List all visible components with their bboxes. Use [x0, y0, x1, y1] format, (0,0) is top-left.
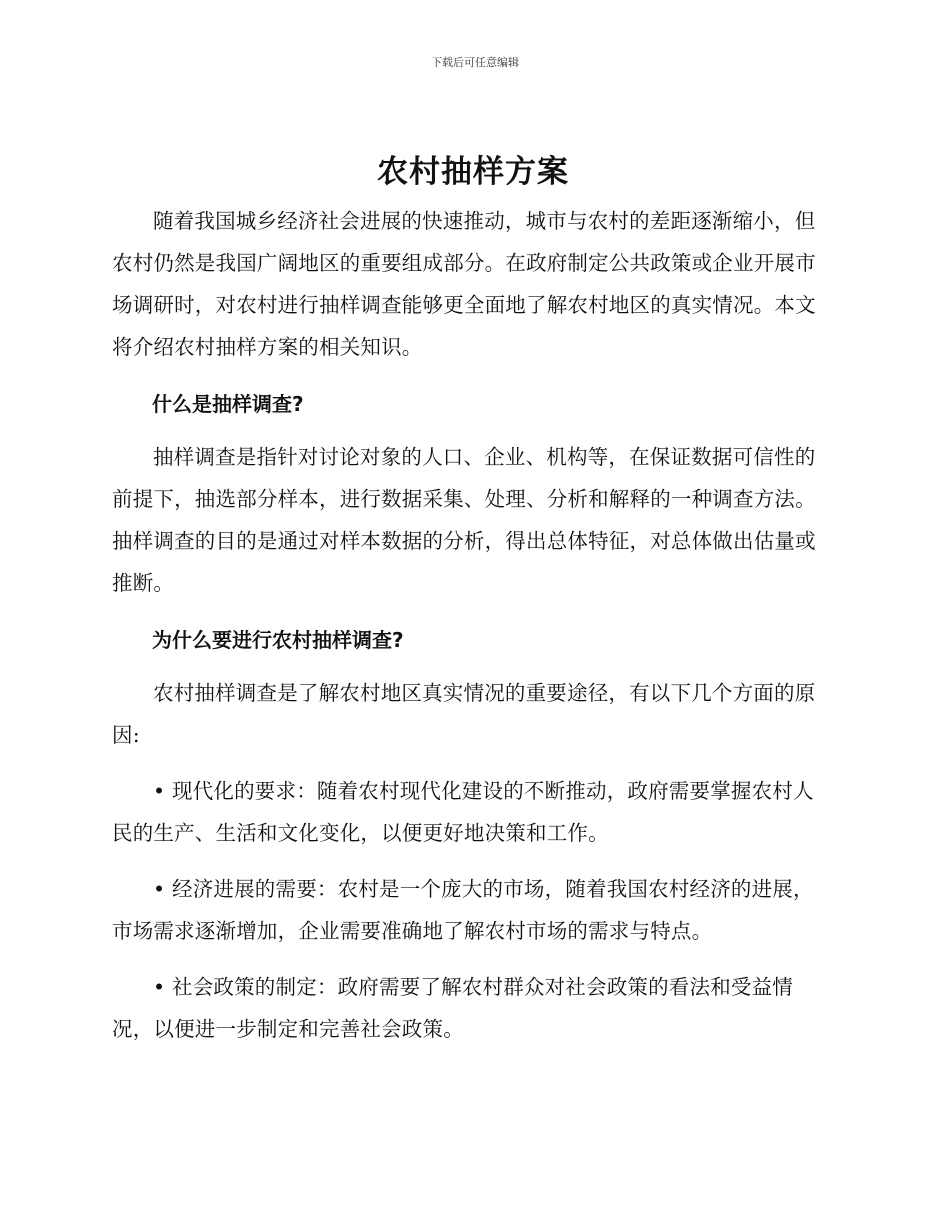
list-item-economic-development: • 经济进展的需要：农村是一个庞大的市场，随着我国农村经济的进展，市场需求逐渐增加，企业需要准确地了解农村市场的需求与特点。: [112, 877, 814, 943]
document-body: [112, 150, 834, 1064]
section-paragraph-why-rural-sampling: 农村抽样调查是了解农村地区真实情况的重要途径，有以下几个方面的原因:: [112, 681, 816, 747]
section-heading-why-rural-sampling: 为什么要进行农村抽样调查?: [152, 628, 404, 652]
list-item-modernization: • 现代化的要求：随着农村现代化建设的不断推动，政府需要掌握农村人民的生产、生活和文化变化，以便更好地决策和工作。: [112, 779, 814, 845]
section-heading-what-is-sampling: 什么是抽样调查?: [152, 392, 304, 416]
intro-paragraph: 随着我国城乡经济社会进展的快速推动，城市与农村的差距逐渐缩小，但农村仍然是我国广阔地区的重要组成部分。在政府制定公共政策或企业开展市场调研时，对农村进行抽样调查能够更全面地了解农村地区的真实情况。本文将介绍农村抽样方案的相关知识。: [112, 209, 816, 359]
document-title: 农村抽样方案: [377, 154, 569, 190]
section-paragraph-what-is-sampling: 抽样调查是指针对讨论对象的人口、企业、机构等，在保证数据可信性的前提下，抽选部分样本，进行数据采集、处理、分析和解释的一种调查方法。抽样调查的目的是通过对样本数据的分析，得出总体特征，对总体做出估量或推断。: [112, 445, 816, 595]
page-header: 下载后可任意编辑: [431, 56, 519, 69]
list-item-social-policy: • 社会政策的制定：政府需要了解农村群众对社会政策的看法和受益情况，以便进一步制定和完善社会政策。: [112, 975, 794, 1041]
